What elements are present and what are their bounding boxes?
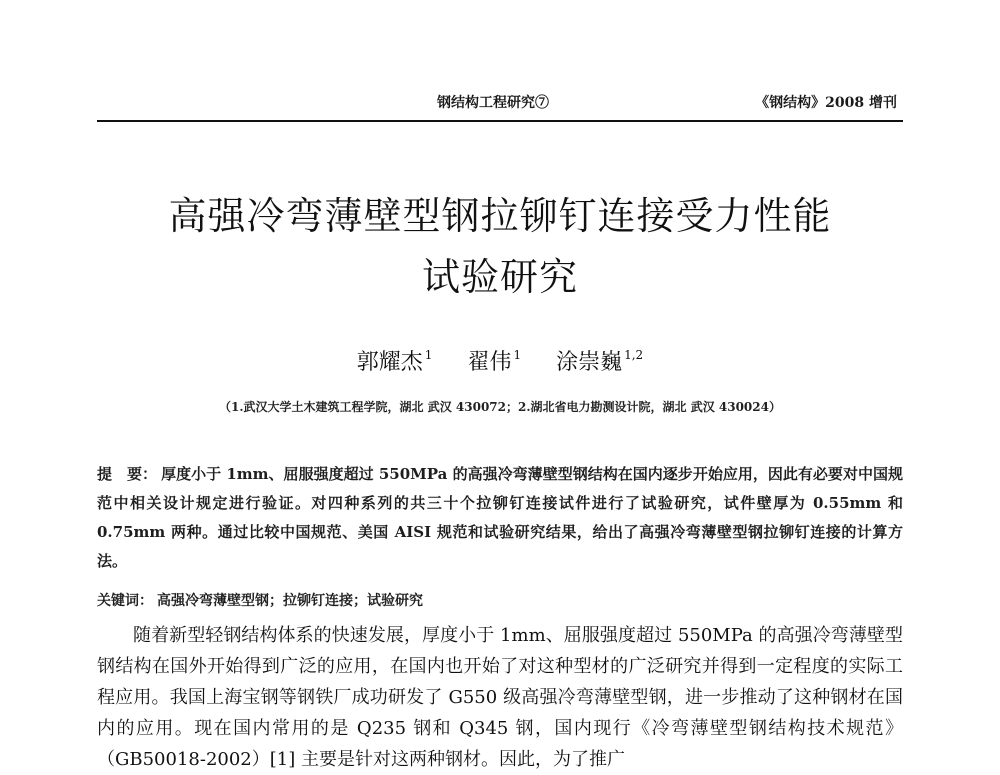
author <box>467 350 521 375</box>
abstract-text: 厚度小于 1mm、屈服强度超过 550MPa 的高强冷弯薄壁型钢结构在国内逐步开始应用，因此有必要对中国规范中相关设计规定进行验证。对四种系列的共三十个拉铆钉连接试件进行了试验研究，试件壁厚为 0.55mm 和 0.75mm 两种。通过比较中国规范、美国 AISI 规范和试验研究结果，给出了高强冷弯薄壁型钢拉铆钉连接的计算方法。 <box>97 465 903 570</box>
paper-title-line-2: 试验研究 <box>421 255 578 299</box>
author-affil-mark: 1,2 <box>624 348 644 362</box>
body-paragraph: 随着新型轻钢结构体系的快速发展，厚度小于 1mm、屈服强度超过 550MPa 的高强冷弯薄壁型钢结构在国外开始得到广泛的应用，在国内也开始了对这种型材的广泛研究并得到一定程度的实际工程应用。我国上海宝钢等钢铁厂成功研发了 G550 级高强冷弯薄壁型钢，进一步推动了这种钢材在国内的应用。现在国内常用的是 Q235 钢和 Q345 钢，国内现行《冷弯薄壁型钢结构技术规范》（GB50018-2002）[1] 主要是针对这两种钢材。因此，为了推广 <box>97 625 903 770</box>
abstract-label: 提 要： <box>97 465 158 483</box>
author-name: 翟伟 <box>467 350 512 375</box>
paper-title-line-1: 高强冷弯薄壁型钢拉铆钉连接受力性能 <box>168 194 832 238</box>
author <box>556 350 643 375</box>
keywords-text: 高强冷弯薄壁型钢；拉铆钉连接；试验研究 <box>157 593 423 609</box>
affiliations: （1.武汉大学土木建筑工程学院，湖北 武汉 430072；2.湖北省电力勘测设计院，湖北 武汉 430024） <box>219 400 781 414</box>
running-header <box>97 92 903 122</box>
journal-label: 《钢结构》2008 增刊 <box>755 95 897 111</box>
author <box>357 350 433 375</box>
abstract <box>97 460 903 576</box>
author-affil-mark: 1 <box>513 348 522 362</box>
body-text <box>97 620 903 775</box>
series-label: 钢结构工程研究⑦ <box>437 95 549 111</box>
author-list <box>97 345 903 376</box>
author-name: 郭耀杰 <box>356 350 423 375</box>
keywords <box>97 590 903 610</box>
author-name: 涂崇巍 <box>556 350 623 375</box>
keywords-label: 关键词： <box>97 593 153 609</box>
author-affil-mark: 1 <box>424 348 433 362</box>
